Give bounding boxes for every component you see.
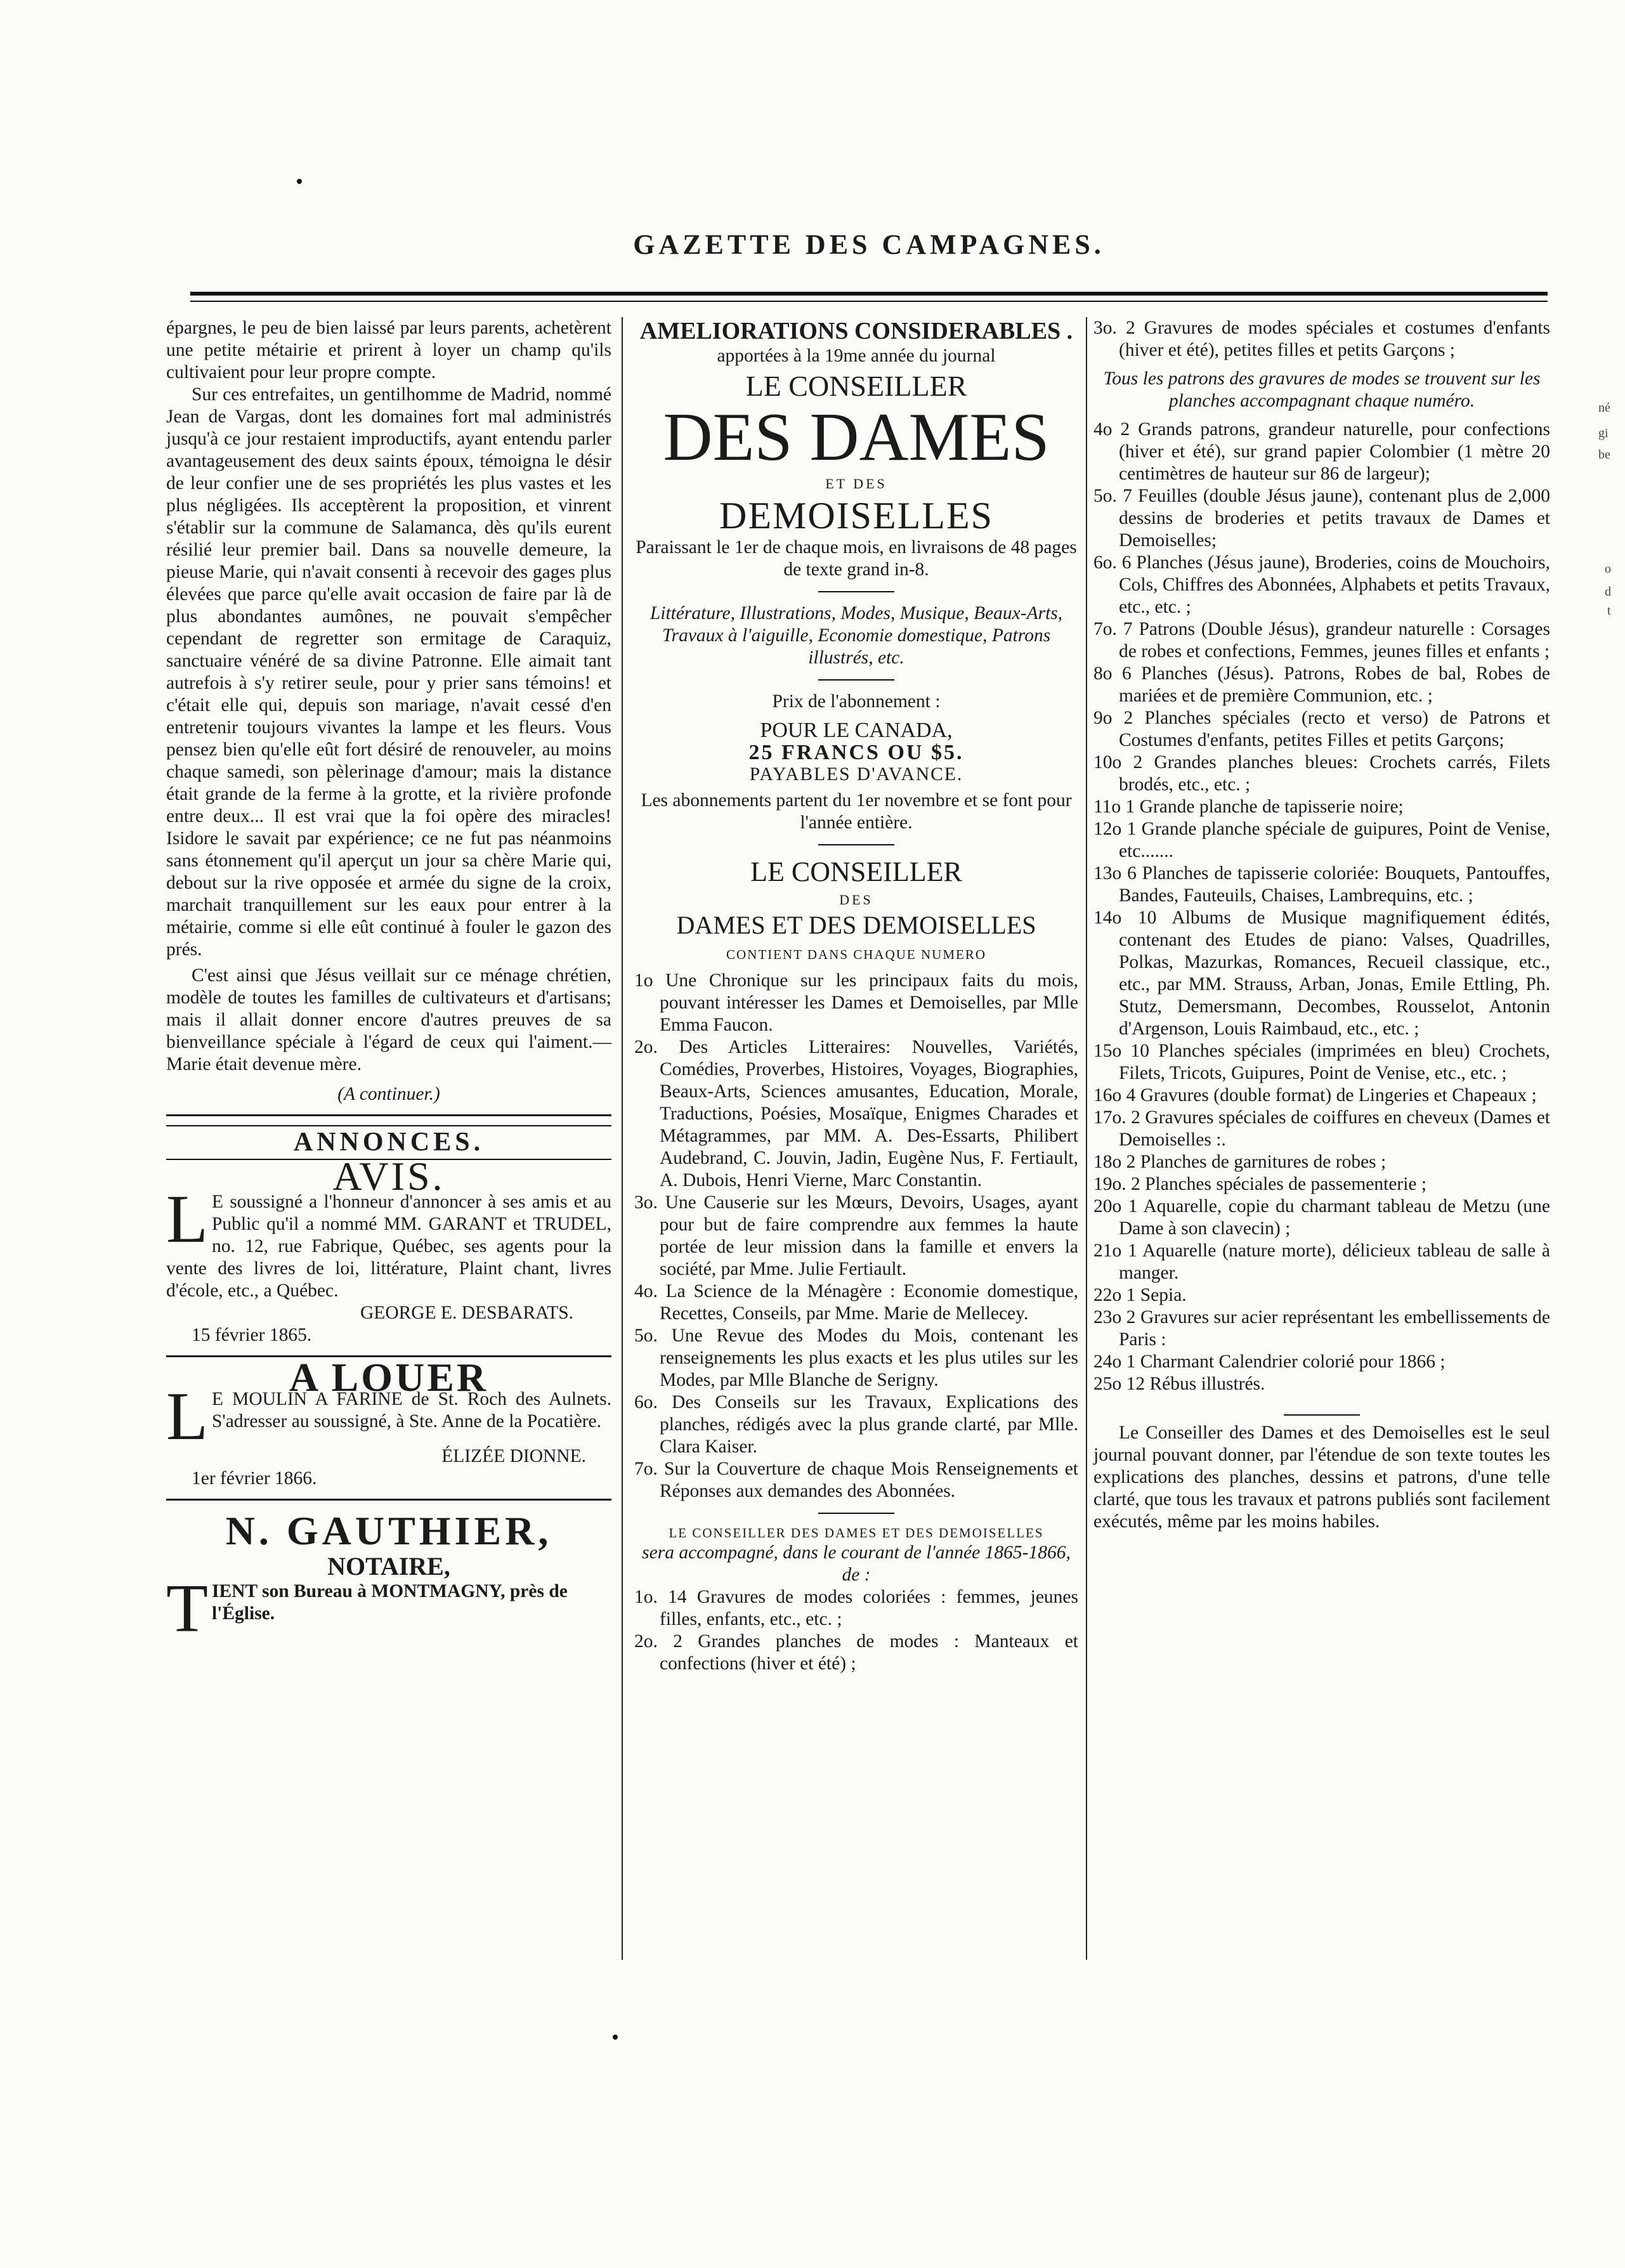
- a-louer-block: [166, 1379, 611, 1454]
- contient-heading: CONTIENT DANS CHAQUE NUMERO: [726, 947, 987, 962]
- header-rule: [190, 292, 1548, 296]
- list-item: 8o 6 Planches (Jésus). Patrons, Robes de bal, Robes de mariées et de première Communion, etc. ;: [1093, 663, 1550, 706]
- avis-text: E soussigné a l'honneur d'annoncer à ses amis et au Public qu'il a nommé MM. GARANT et TRUDEL, no. 12, rue Fabrique, Québec, ses agents pour la vente des livres de loi, littérature, Plaint chant, livres d'école, etc., a Québec.: [166, 1192, 611, 1301]
- a-louer-signature: ÉLIZÉE DIONNE.: [441, 1446, 586, 1466]
- payables: PAYABLES D'AVANCE.: [749, 764, 963, 785]
- list-item: 22o 1 Sepia.: [1093, 1285, 1187, 1305]
- section-rule: [166, 1499, 611, 1501]
- gauthier-title: NOTAIRE,: [327, 1552, 450, 1580]
- column-1: [166, 317, 611, 1646]
- list-item: 24o 1 Charmant Calendrier colorié pour 1866 ;: [1093, 1352, 1446, 1372]
- short-rule: [818, 1513, 894, 1514]
- announcements-heading: ANNONCES.: [293, 1128, 485, 1157]
- list-item: 21o 1 Aquarelle (nature morte), délicieux tableau de salle à manger.: [1093, 1241, 1550, 1283]
- list-item: 16o 4 Gravures (double format) de Lingeries et Chapeaux ;: [1093, 1085, 1537, 1105]
- list-item: 11o 1 Grande planche de tapisserie noire;: [1093, 797, 1404, 817]
- accomp-list: [634, 1586, 1078, 1675]
- list-item: 2o. 2 Grandes planches de modes : Manteaux et confections (hiver et été) ;: [634, 1631, 1078, 1674]
- header-rule-thin: [190, 301, 1548, 302]
- list-item: 23o 2 Gravures sur acier représentant les embellissements de Paris :: [1093, 1307, 1550, 1350]
- closing-paragraph: Le Conseiller des Dames et des Demoiselles est le seul journal pouvant donner, par l'étendue de son texte toutes les explications des planches, dessins et patrons, d'une telle clarté, que tous les travaux et patrons publiés sont facilement exécutés, même par les moins habiles.: [1093, 1423, 1550, 1532]
- column-separator: [1086, 317, 1087, 1960]
- avis-heading: AVIS.: [332, 1154, 445, 1199]
- list-item: 4o. La Science de la Ménagère : Economie domestique, Recettes, Conseils, par Mme. Marie de Mellecey.: [634, 1281, 1078, 1324]
- list-item: 2o. Des Articles Litteraires: Nouvelles, Variétés, Comédies, Proverbes, Histoires, Voyages, Biographies, Beaux-Arts, Sciences amusantes, Education, Morale, Traductions, Poésies, Mosaïque, Enigmes Charades et Métagrammes, par MM. A. Des-Essarts, Philibert Audebrand, C. Jouvin, Jadin, Eugène Nus, F. Fertiault, A. Dubois, Henri Vierne, Marc Constantin.: [634, 1037, 1078, 1190]
- rubriques-text: Littérature, Illustrations, Modes, Musique, Beaux-Arts, Travaux à l'aiguille, Economie domestique, Patrons illustrés, etc.: [649, 603, 1063, 668]
- prix-value: 25 FRANCS OU $5.: [748, 741, 964, 764]
- list-item: 9o 2 Planches spéciales (recto et verso) de Patrons et Costumes d'enfants, petites Filles et petits Garçons;: [1093, 708, 1550, 750]
- list-item: 6o. Des Conseils sur les Travaux, Explications des planches, rédigés avec la plus grande clarté, par Mlle. Clara Kaiser.: [634, 1392, 1078, 1457]
- margin-mark: o: [1605, 562, 1611, 576]
- list-item: 17o. 2 Gravures spéciales de coiffures en cheveux (Dames et Demoiselles :.: [1093, 1107, 1550, 1150]
- short-rule: [1284, 1414, 1360, 1416]
- list-item: 5o. Une Revue des Modes du Mois, contenant les renseignements les plus exacts et les plus utiles sur les Modes, par Mlle Blanche de Serigny.: [634, 1326, 1078, 1390]
- ink-dot: [297, 179, 302, 184]
- list-item: 25o 12 Rébus illustrés.: [1093, 1374, 1265, 1394]
- parution-text: Paraissant le 1er de chaque mois, en livraisons de 48 pages de texte grand in-8.: [636, 537, 1077, 580]
- list-item: 10o 2 Grandes planches bleues: Crochets carrés, Filets brodés, etc., etc. ;: [1093, 752, 1550, 795]
- avis-date: 15 février 1865.: [192, 1325, 312, 1345]
- list-item: 5o. 7 Feuilles (double Jésus jaune), contenant plus de 2,000 dessins de broderies et petits travaux de Dames et Demoiselles;: [1093, 486, 1550, 551]
- list-item: 19o. 2 Planches spéciales de passementerie ;: [1093, 1174, 1427, 1194]
- short-rule: [818, 679, 894, 681]
- conseiller-title-2: LE CONSEILLER: [750, 856, 962, 887]
- list-item: 15o 10 Planches spéciales (imprimées en bleu) Crochets, Filets, Tricots, Guipures, Point de Venise, etc., etc. ;: [1093, 1041, 1550, 1083]
- demoiselles-title: DEMOISELLES: [719, 495, 993, 537]
- story-paragraph: épargnes, le peu de bien laissé par leurs parents, achetèrent une petite métairie et prirent à loyer un champ qu'ils cultivaient pour leur propre compte.: [166, 318, 611, 382]
- list-item: 7o. Sur la Couverture de chaque Mois Renseignements et Réponses aux demandes des Abonnées.: [634, 1459, 1078, 1501]
- pour-canada: POUR LE CANADA,: [760, 719, 953, 742]
- accomp-title: LE CONSEILLER DES DAMES ET DES DEMOISELLES: [669, 1525, 1044, 1541]
- contents-list: [634, 970, 1078, 1502]
- list-item: 13o 6 Planches de tapisserie coloriée: Bouquets, Pantouffes, Bandes, Fauteuils, Chaises, Lambrequins, etc. ;: [1093, 863, 1550, 906]
- list-item: 7o. 7 Patrons (Double Jésus), grandeur naturelle : Corsages de robes et confections, Femmes, jeunes filles et enfants ;: [1093, 619, 1550, 662]
- drop-cap: T: [166, 1571, 208, 1646]
- margin-mark: d: [1605, 585, 1611, 599]
- list-item: 20o 1 Aquarelle, copie du charmant tableau de Metzu (une Dame à son clavecin) ;: [1093, 1196, 1550, 1239]
- list-item: 1o. 14 Gravures de modes coloriées : femmes, jeunes filles, enfants, etc., etc. ;: [634, 1587, 1078, 1629]
- gauthier-text: IENT son Bureau à MONTMAGNY, près de l'Église.: [211, 1581, 568, 1624]
- list-item: 12o 1 Grande planche spéciale de guipures, Point de Venise, etc.......: [1093, 819, 1550, 861]
- dames-demoiselles-title: DAMES ET DES DEMOISELLES: [676, 911, 1036, 939]
- list-item: 3o. 2 Gravures de modes spéciales et costumes d'enfants (hiver et été), petites filles et petits Garçons ;: [1093, 318, 1550, 360]
- margin-mark: be: [1598, 448, 1610, 462]
- patrons-note: Tous les patrons des gravures de modes se trouvent sur les planches accompagnant chaque numéro.: [1103, 368, 1541, 411]
- ameliorations-headline: AMELIORATIONS CONSIDERABLES .: [639, 318, 1073, 344]
- margin-mark: né: [1598, 401, 1610, 415]
- des-dames-title: DES DAMES: [663, 400, 1050, 475]
- planches-list-a: [1093, 317, 1550, 362]
- list-item: 1o Une Chronique sur les principaux faits du mois, pouvant intéresser les Dames et Demoiselles, par Mlle Emma Faucon.: [634, 970, 1078, 1035]
- short-rule: [818, 591, 894, 592]
- margin-mark: gi: [1598, 426, 1609, 440]
- section-rule: [166, 1125, 611, 1126]
- list-item: 3o. Une Causerie sur les Mœurs, Devoirs, Usages, ayant pour but de faire comprendre aux femmes la haute portée de leur mission dans la famille et envers la société, par Mme. Julie Fertiault.: [634, 1192, 1078, 1279]
- conseiller-title: LE CONSEILLER: [745, 370, 967, 402]
- list-item: 14o 10 Albums de Musique magnifiquement édités, contenant des Etudes de piano: Valses, Quadrilles, Polkas, Mazurkas, Romances, Recueil classique, etc., etc., par MM. Strauss, Arban, Jonas, Emile Ettling, Ph. Stutz, Demersmann, Decombes, Rousselot, Antonin d'Argenson, Louis Raimbaud, etc., etc. ;: [1093, 908, 1550, 1039]
- list-item: 6o. 6 Planches (Jésus jaune), Broderies, coins de Mouchoirs, Cols, Chiffres des Abonnées, Alphabets et petits Travaux, etc., etc. ;: [1093, 552, 1550, 617]
- gauthier-block: [166, 1571, 611, 1646]
- drop-cap: L: [166, 1182, 208, 1257]
- avis-block: [166, 1182, 611, 1302]
- avis-signature: GEORGE E. DESBARATS.: [360, 1303, 573, 1323]
- planches-list-b: [1093, 419, 1550, 1395]
- list-item: 18o 2 Planches de garnitures de robes ;: [1093, 1152, 1387, 1172]
- to-be-continued: (A continuer.): [337, 1084, 440, 1104]
- story-paragraph: Sur ces entrefaites, un gentilhomme de Madrid, nommé Jean de Vargas, dont les domaines fort mal administrés jusqu'à ce jour restaient improductifs, ayant entendu parler avantageusement des deux saints époux, témoigna le désir de leur confier une de ses propriétés les plus vastes et les plus négligées. Ils acceptèrent la proposition, et vinrent s'établir sur la commune de Salamanca, dès qu'ils eurent résilié leur premier bail. Dans sa nouvelle demeure, la pieuse Marie, qui n'avait consenti à recevoir des gages plus élevées que parce qu'elle avait occasion de faire par là de plus abondantes aumônes, ne pouvait s'empêcher cependant de regretter son ermitage de Caraquiz, sanctuaire vénéré de sa divine Patronne. Elle aimait tant autrefois à s'y retirer seule, pour y prier sans témoins! et c'était elle qui, depuis son mariage, n'avait cessé d'en entretenir toujours vivantes la lampe et les fleurs. Vous pensez bien qu'elle eût fort désiré de renouveler, au moins chaque samedi, son pèlerinage d'amour; mais la distance était grande de la ferme à la grotte, et la rivière profonde entre deux... Il est vrai que la foi opère des miracles! Isidore le savait par expérience; ce ne fut pas néanmoins sans étonnement qu'il aperçut un jour sa chère Marie qui, debout sur la rive opposée et armée du signe de la croix, marchait tranquillement sur les eaux pour entrer à la métairie, comme si elle eût continué à fouler le gazon des prés.: [166, 384, 611, 960]
- column-2: [634, 317, 1078, 1675]
- section-rule: [166, 1114, 611, 1116]
- a-louer-heading: A LOUER: [289, 1355, 489, 1400]
- column-separator: [622, 317, 623, 1960]
- short-rule: [818, 844, 894, 845]
- story-paragraph: C'est ainsi que Jésus veillait sur ce ménage chrétien, modèle de toutes les familles de cultivateurs et d'artisans; mais il allait donner encore d'autres preuves de sa bienveillance spéciale à l'égard de ceux qui l'aiment.—Marie était devenue mère.: [166, 965, 611, 1074]
- abonnements-text: Les abonnements partent du 1er novembre et se font pour l'année entière.: [641, 790, 1072, 833]
- des-small: DES: [839, 892, 873, 908]
- prix-label: Prix de l'abonnement :: [772, 691, 941, 712]
- accomp-subtitle: sera accompagné, dans le courant de l'année 1865-1866, de :: [642, 1542, 1071, 1585]
- gauthier-name: N. GAUTHIER,: [225, 1508, 552, 1553]
- a-louer-text: E MOULIN A FARINE de St. Roch des Aulnets. S'adresser au soussigné, à Ste. Anne de la Pocatière.: [211, 1389, 611, 1431]
- masthead: GAZETTE DES CAMPAGNES.: [633, 229, 1105, 260]
- list-item: 4o 2 Grands patrons, grandeur naturelle, pour confections (hiver et été), sur grand papier Colombier (1 mètre 20 centimètres de hauteur sur 86 de largeur);: [1093, 419, 1550, 484]
- drop-cap: L: [166, 1379, 208, 1454]
- apportees-line: apportées à la 19me année du journal: [717, 346, 996, 366]
- et-des: ET DES: [825, 476, 887, 492]
- ink-dot: [613, 2035, 618, 2040]
- a-louer-date: 1er février 1866.: [192, 1468, 317, 1489]
- column-3: [1093, 317, 1550, 1533]
- margin-mark: t: [1607, 604, 1611, 618]
